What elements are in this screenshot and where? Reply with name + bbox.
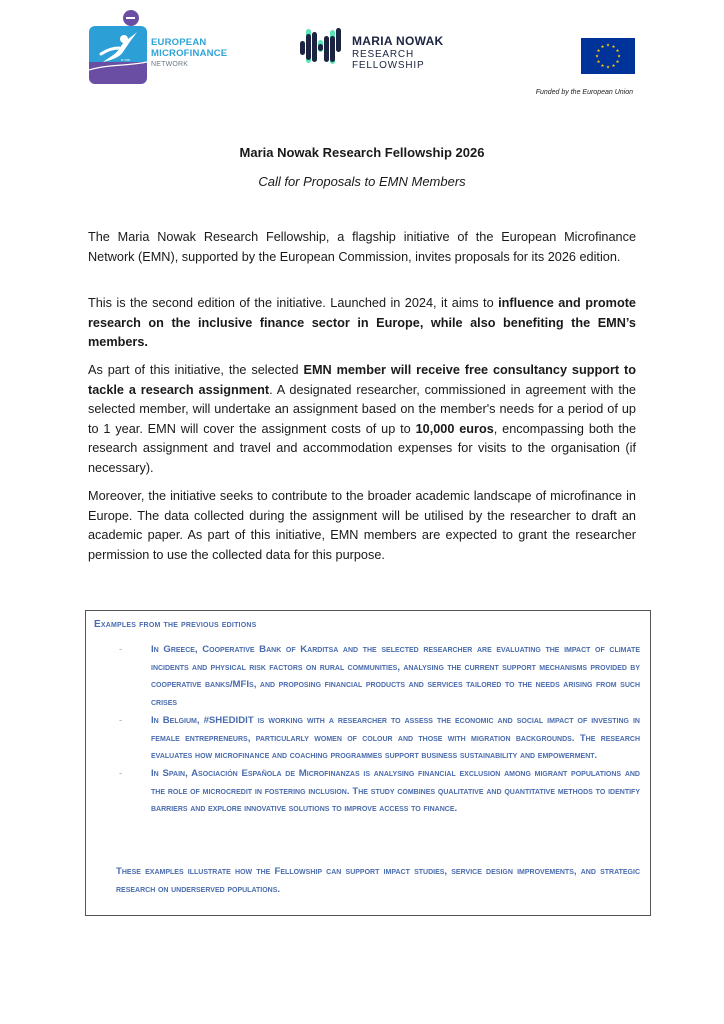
paragraph-text: . A designated researcher, commissioned in agreement with the selected member, will undertake an assignment based on the member's needs for a period of up to 1 year. EMN will cover the assignment costs of up to [88,382,636,436]
svg-text:★: ★ [615,60,620,65]
example-item-belgium [86,712,650,765]
paragraph-text: As part of this initiative, the selected [88,363,304,377]
paragraph-emphasis: influence and promote research on the inclusive finance sector in Europe, while also benefiting the EMN’s members. [88,296,636,349]
funding-amount: 10,000 euros [415,421,494,436]
maria-nowak-logo [298,26,488,71]
emn-logo-line2: MICROFINANCE [151,48,228,59]
mn-logo-subtitle: RESEARCH FELLOWSHIP [352,49,425,71]
paragraph-emphasis: EMN member will receive free consultancy support to tackle a research assignment [88,363,636,397]
dash-bullet-icon: - [119,767,123,779]
runner-figure-icon [89,26,147,84]
document-title: Maria Nowak Research Fellowship 2026 [239,145,485,160]
intro-paragraph: The Maria Nowak Research Fellowship, a flagship initiative of the European Microfinance Network (EMN), supported by the European Commission, invites proposals for its 2026 edition. [88,230,636,264]
svg-text:★: ★ [616,54,622,60]
dash-bullet-icon: - [119,714,123,726]
svg-text:★: ★ [596,60,601,65]
emn-logo-mark [89,26,147,84]
example-text: In Belgium, #SHEDIDIT is working with a researcher to assess the economic and social impact of investing in female entrepreneurs, particularly women of colour and those with migration backgrounds. The research evaluates how microfinance and coaching programmes support business sustainability and empowerment. [151,714,640,762]
emn-logo-text [151,37,227,70]
emn-logo [89,10,229,86]
soundwave-icon [298,26,348,66]
examples-box [85,610,651,916]
svg-text:★: ★ [605,65,611,71]
examples-footer: These examples illustrate how the Fellowship can support impact studies, service design improvements, and strategic research on underserved populations. [116,866,640,895]
funded-by-eu-caption: Funded by the European Union [535,89,633,96]
document-subtitle: Call for Proposals to EMN Members [258,174,466,189]
dash-bullet-icon: - [119,644,123,655]
svg-text:★: ★ [615,49,620,54]
svg-text:★: ★ [596,49,601,54]
example-item-spain [86,765,650,818]
svg-text:★: ★ [611,45,616,50]
second-edition-paragraph [88,294,636,353]
example-text: In Spain, Asociación Española de Microfinanzas is analysing financial exclusion among migrant populations and the role of microcredit in fostering inclusion. The study combines qualitative and quantitative methods to identify barriers and explore innovative solutions to improve access to finance. [151,767,640,815]
academic-paragraph: Moreover, the initiative seeks to contribute to the broader academic landscape of microfinance in Europe. The data collected during the assignment will be utilised by the researcher to draft an academic paper. As part of this initiative, EMN members are expected to grant the researcher permission to use the collected data for this purpose. [88,489,636,562]
emn-dot-icon [123,10,139,26]
eu-flag-icon [581,38,635,74]
svg-text:★: ★ [594,54,600,60]
svg-text:★: ★ [600,45,605,50]
paragraph-text: , encompassing both the research assignment and travel and accommodation expenses for visits to the organisation (if necessary). [88,421,637,475]
consultancy-paragraph [88,361,636,478]
svg-text:e-mn: e-mn [121,57,131,62]
mn-logo-title: MARIA NOWAK [352,34,444,48]
emn-logo-line3: NETWORK [151,61,189,68]
examples-list [86,641,650,818]
example-text: In Greece, Cooperative Bank of Karditsa and the selected researcher are evaluating the impact of climate incidents and physical risk factors on rural communities, analysing the current support mechanisms provided by cooperative banks/MFIs, and proposing financial products and services tailored to the needs arising from such crises [151,644,640,709]
svg-text:★: ★ [611,64,616,69]
svg-text:★: ★ [605,43,611,49]
paragraph-text: This is the second edition of the initiative. Launched in 2024, it aims to [88,296,499,310]
svg-text:★: ★ [600,64,605,69]
examples-heading: Examples from the previous editions [94,619,257,630]
example-item-greece [86,641,650,712]
emn-logo-line1: EUROPEAN [151,37,207,48]
